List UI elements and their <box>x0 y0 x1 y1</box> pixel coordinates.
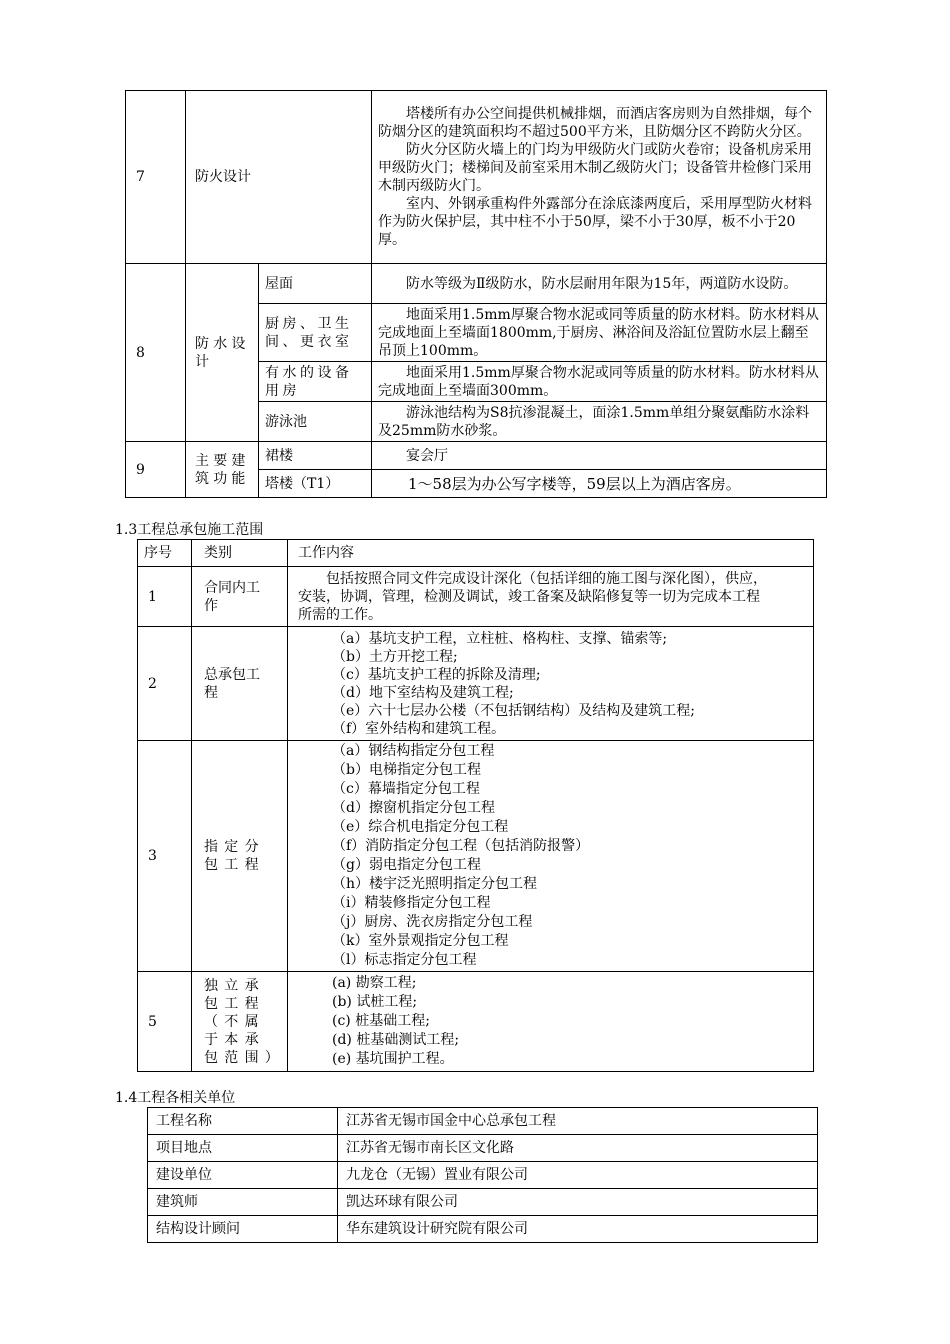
row-category: 独立承包工程（不属于本承包范围） <box>192 972 288 1072</box>
sub-label: 游泳池 <box>259 402 372 442</box>
list-item: (d) 桩基础测试工程; <box>332 1032 460 1048</box>
list-item: (c) 桩基础工程; <box>332 1013 430 1029</box>
list-item: （f）消防指定分包工程（包括消防报警） <box>332 838 590 854</box>
list-item: （e）综合机电指定分包工程 <box>332 819 509 835</box>
list-item: （j）厨房、洗衣房指定分包工程 <box>332 914 533 930</box>
party-value: 江苏省无锡市南长区文化路 <box>338 1135 818 1162</box>
list-item: （g）弱电指定分包工程 <box>332 857 481 873</box>
sub-text: 地面采用1.5mm厚聚合物水泥或同等质量的防水材料。防水材料从完成地面上至墙面300mm。 <box>372 362 827 402</box>
sub-text: 游泳池结构为S8抗渗混凝土，面涂1.5mm单组分聚氨酯防水涂料及25mm防水砂浆。 <box>372 402 827 442</box>
sub-label: 塔楼（T1） <box>259 470 372 498</box>
column-header: 类别 <box>192 540 288 567</box>
section-heading: 1.3工程总承包施工范围 <box>115 522 264 538</box>
table-row <box>148 1135 818 1162</box>
sub-label: 裙楼 <box>259 442 372 470</box>
list-item: （c）幕墙指定分包工程 <box>332 781 480 797</box>
row-content <box>288 741 814 972</box>
party-label: 建设单位 <box>148 1162 338 1189</box>
list-item: （a）钢结构指定分包工程 <box>332 743 495 759</box>
row-content: 包括按照合同文件完成设计深化（包括详细的施工图与深化图），供应，安装，协调，管理，检测及调试，竣工备案及缺陷修复等一切为完成本工程所需的工作。 <box>288 567 814 627</box>
section-heading: 1.4工程各相关单位 <box>115 1090 236 1106</box>
row-title: 防水设计 <box>186 264 259 442</box>
list-item: （l）标志指定分包工程 <box>332 952 477 968</box>
list-item: （d）擦窗机指定分包工程 <box>332 800 495 816</box>
parties-table <box>147 1107 818 1243</box>
list-item: （b）土方开挖工程; <box>332 648 458 665</box>
row-content <box>288 627 814 741</box>
table-row <box>138 741 814 972</box>
party-value: 江苏省无锡市国金中心总承包工程 <box>338 1108 818 1135</box>
table-row <box>148 1189 818 1216</box>
party-label: 工程名称 <box>148 1108 338 1135</box>
party-value: 凯达环球有限公司 <box>338 1189 818 1216</box>
paragraph: 室内、外钢承重构件外露部分在涂底漆两度后，采用厚型防火材料作为防火保护层，其中柱不小于50厚，梁不小于30厚，板不小于20厚。 <box>378 196 812 248</box>
table-row <box>138 972 814 1072</box>
row-number: 2 <box>138 627 192 741</box>
table-row <box>148 1162 818 1189</box>
sub-label: 屋面 <box>259 264 372 304</box>
list-item: （k）室外景观指定分包工程 <box>332 933 509 949</box>
row-number: 8 <box>126 264 186 442</box>
list-item: （b）电梯指定分包工程 <box>332 762 481 778</box>
scope-table <box>137 539 814 1072</box>
paragraph: 塔楼所有办公空间提供机械排烟，而酒店客房则为自然排烟，每个防烟分区的建筑面积均不超过500平方米，且防烟分区不跨防火分区。 <box>378 106 812 140</box>
list-item: （a）基坑支护工程，立柱桩、格构柱、支撑、锚索等; <box>332 630 668 647</box>
row-number: 7 <box>126 91 186 264</box>
party-value: 九龙仓（无锡）置业有限公司 <box>338 1162 818 1189</box>
column-header: 序号 <box>138 540 192 567</box>
row-number: 1 <box>138 567 192 627</box>
sub-label: 厨房、卫生间、更衣室 <box>259 304 372 362</box>
sub-text: 防水等级为Ⅱ级防水，防水层耐用年限为15年，两道防水设防。 <box>372 264 827 304</box>
row-category: 总承包工程 <box>192 627 288 741</box>
party-label: 建筑师 <box>148 1189 338 1216</box>
table-row <box>138 567 814 627</box>
sub-text: 1～58层为办公写字楼等，59层以上为酒店客房。 <box>372 470 827 498</box>
table-row <box>138 627 814 741</box>
sub-text: 宴会厅 <box>372 442 827 470</box>
table-row <box>148 1216 818 1243</box>
list-item: （f）室外结构和建筑工程。 <box>332 720 506 737</box>
table-row <box>126 442 827 470</box>
paragraph: 防火分区防火墙上的门均为甲级防火门或防火卷帘；设备机房采用甲级防火门；楼梯间及前室采用木制乙级防火门；设备管井检修门采用木制丙级防火门。 <box>378 142 812 194</box>
list-item: （i）精装修指定分包工程 <box>332 895 491 911</box>
list-item: (a) 勘察工程; <box>332 975 417 991</box>
row-title: 主要建筑功能 <box>186 442 259 498</box>
list-item: (b) 试桩工程; <box>332 994 418 1010</box>
party-label: 项目地点 <box>148 1135 338 1162</box>
list-item: （e）六十七层办公楼（不包括钢结构）及结构及建筑工程; <box>332 702 696 719</box>
table-row <box>126 264 827 304</box>
list-item: （c）基坑支护工程的拆除及清理; <box>332 666 541 683</box>
party-value: 华东建筑设计研究院有限公司 <box>338 1216 818 1243</box>
row-category: 合同内工作 <box>192 567 288 627</box>
row-number: 9 <box>126 442 186 498</box>
sub-text: 地面采用1.5mm厚聚合物水泥或同等质量的防水材料。防水材料从完成地面上至墙面1800mm,于厨房、淋浴间及浴缸位置防水层上翻至吊顶上100mm。 <box>372 304 827 362</box>
sub-label: 有水的设备用房 <box>259 362 372 402</box>
table-header-row <box>138 540 814 567</box>
list-item: (e) 基坑围护工程。 <box>332 1051 454 1067</box>
row-number: 5 <box>138 972 192 1072</box>
table-row <box>126 91 827 264</box>
column-header: 工作内容 <box>288 540 814 567</box>
row-number: 3 <box>138 741 192 972</box>
row-content <box>288 972 814 1072</box>
building-spec-table <box>125 90 827 498</box>
list-item: （h）楼宇泛光照明指定分包工程 <box>332 876 538 892</box>
row-title: 防火设计 <box>186 91 372 264</box>
list-item: （d）地下室结构及建筑工程; <box>332 684 514 701</box>
row-category: 指定分包工程 <box>192 741 288 972</box>
table-row <box>148 1108 818 1135</box>
row-content <box>372 91 827 264</box>
party-label: 结构设计顾问 <box>148 1216 338 1243</box>
